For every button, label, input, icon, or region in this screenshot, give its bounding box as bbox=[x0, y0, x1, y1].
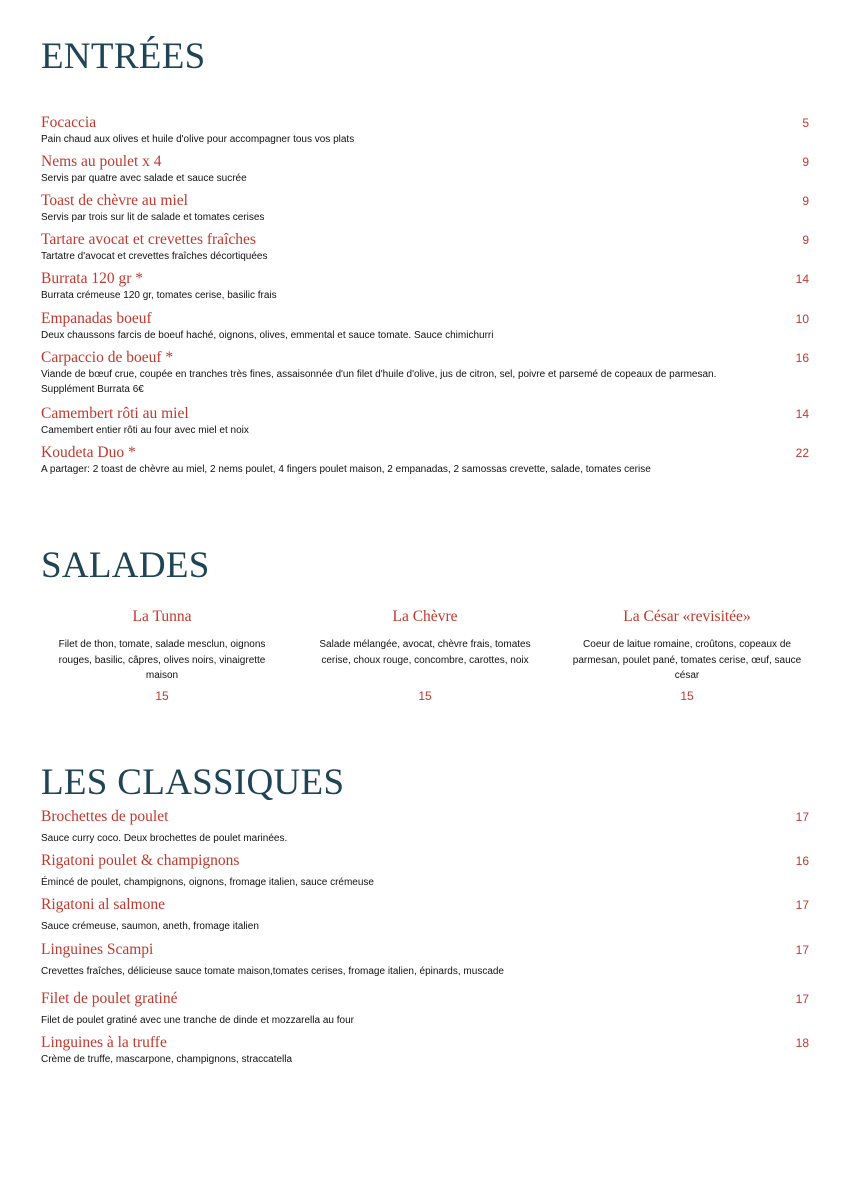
salad-price: 15 bbox=[155, 689, 169, 703]
salad-name: La César «revisitée» bbox=[623, 608, 751, 625]
salad-card bbox=[42, 608, 282, 684]
salad-price: 15 bbox=[418, 689, 432, 703]
salad-card bbox=[305, 608, 545, 668]
item-name: Burrata 120 gr * bbox=[41, 270, 144, 287]
item-description: Burrata crémeuse 120 gr, tomates cerise, basilic frais bbox=[41, 290, 277, 301]
item-name: Linguines Scampi bbox=[41, 941, 154, 958]
item-description: Sauce curry coco. Deux brochettes de poulet marinées. bbox=[41, 833, 288, 844]
item-price: 17 bbox=[795, 898, 809, 912]
item-description: Filet de poulet gratiné avec une tranche de dinde et mozzarella au four bbox=[41, 1015, 354, 1026]
section-title-salades: SALADES bbox=[41, 545, 210, 586]
item-price: 9 bbox=[802, 155, 809, 169]
item-price: 16 bbox=[795, 351, 809, 365]
item-name: Focaccia bbox=[41, 114, 97, 131]
item-price: 10 bbox=[795, 312, 809, 326]
menu-item bbox=[41, 852, 809, 890]
item-description: Crevettes fraîches, délicieuse sauce tomate maison,tomates cerises, fromage italien, épinards, muscade bbox=[41, 966, 504, 977]
item-supplement: Supplément Burrata 6€ bbox=[41, 384, 144, 395]
item-price: 17 bbox=[795, 943, 809, 957]
item-name: Camembert rôti au miel bbox=[41, 405, 189, 422]
item-price: 17 bbox=[795, 810, 809, 824]
item-description: Servis par quatre avec salade et sauce sucrée bbox=[41, 173, 247, 184]
item-description: Sauce crémeuse, saumon, aneth, fromage italien bbox=[41, 921, 259, 932]
item-name: Tartare avocat et crevettes fraîches bbox=[41, 231, 256, 248]
item-description: Pain chaud aux olives et huile d'olive pour accompagner tous vos plats bbox=[41, 134, 355, 145]
menu-item bbox=[41, 153, 809, 186]
menu-item bbox=[41, 349, 809, 397]
menu-item bbox=[41, 896, 809, 934]
item-description: Viande de bœuf crue, coupée en tranches très fines, assaisonnée d'un filet d'huile d'olive, jus de citron, sel, poivre et parsemé de copeaux de parmesan. bbox=[41, 369, 717, 380]
item-price: 14 bbox=[795, 407, 809, 421]
item-description: Camembert entier rôti au four avec miel et noix bbox=[41, 425, 249, 436]
item-price: 17 bbox=[795, 992, 809, 1006]
salad-card bbox=[567, 608, 807, 684]
salad-name: La Tunna bbox=[132, 608, 192, 625]
menu-item bbox=[41, 990, 809, 1028]
salad-price: 15 bbox=[680, 689, 694, 703]
item-name: Koudeta Duo * bbox=[41, 444, 136, 461]
menu-item bbox=[41, 405, 809, 438]
item-name: Rigatoni poulet & champignons bbox=[41, 852, 240, 869]
item-name: Brochettes de poulet bbox=[41, 808, 169, 825]
item-price: 5 bbox=[802, 116, 809, 130]
menu-item bbox=[41, 1034, 809, 1067]
salad-description: Filet de thon, tomate, salade mesclun, oignons rouges, basilic, câpres, olives noirs, vinaigrette maison bbox=[58, 639, 266, 681]
item-name: Linguines à la truffe bbox=[41, 1034, 167, 1051]
menu-item bbox=[41, 808, 809, 846]
item-price: 22 bbox=[795, 446, 809, 460]
menu-item bbox=[41, 270, 809, 303]
section-title-classiques: LES CLASSIQUES bbox=[41, 762, 345, 803]
item-name: Filet de poulet gratiné bbox=[41, 990, 178, 1007]
salad-name: La Chèvre bbox=[392, 608, 458, 625]
item-price: 9 bbox=[802, 194, 809, 208]
item-description: Servis par trois sur lit de salade et tomates cerises bbox=[41, 212, 265, 223]
item-description: Tartatre d'avocat et crevettes fraîches décortiquées bbox=[41, 251, 268, 262]
item-description: Crème de truffe, mascarpone, champignons, straccatella bbox=[41, 1054, 293, 1065]
item-name: Rigatoni al salmone bbox=[41, 896, 165, 913]
item-name: Nems au poulet x 4 bbox=[41, 153, 162, 170]
item-description: Émincé de poulet, champignons, oignons, fromage italien, sauce crémeuse bbox=[41, 877, 374, 888]
item-description: A partager: 2 toast de chèvre au miel, 2 nems poulet, 4 fingers poulet maison, 2 empanadas, 2 samossas crevette, salade, tomates cerise bbox=[41, 464, 651, 475]
menu-item bbox=[41, 444, 809, 477]
item-description: Deux chaussons farcis de boeuf haché, oignons, olives, emmental et sauce tomate. Sauce chimichurri bbox=[41, 330, 494, 341]
menu-item bbox=[41, 114, 809, 147]
item-price: 18 bbox=[795, 1036, 809, 1050]
menu-item bbox=[41, 231, 809, 264]
item-name: Toast de chèvre au miel bbox=[41, 192, 188, 209]
item-price: 16 bbox=[795, 854, 809, 868]
item-name: Empanadas boeuf bbox=[41, 310, 152, 327]
item-name: Carpaccio de boeuf * bbox=[41, 349, 174, 366]
menu-item bbox=[41, 310, 809, 343]
menu-item bbox=[41, 941, 809, 979]
item-price: 14 bbox=[795, 272, 809, 286]
menu-item bbox=[41, 192, 809, 225]
section-title-entrees: ENTRÉES bbox=[41, 36, 206, 77]
item-price: 9 bbox=[802, 233, 809, 247]
salad-description: Salade mélangée, avocat, chèvre frais, tomates cerise, choux rouge, concombre, carottes, noix bbox=[319, 639, 531, 666]
salad-description: Coeur de laitue romaine, croûtons, copeaux de parmesan, poulet pané, tomates cerise, œuf, sauce césar bbox=[572, 639, 802, 681]
